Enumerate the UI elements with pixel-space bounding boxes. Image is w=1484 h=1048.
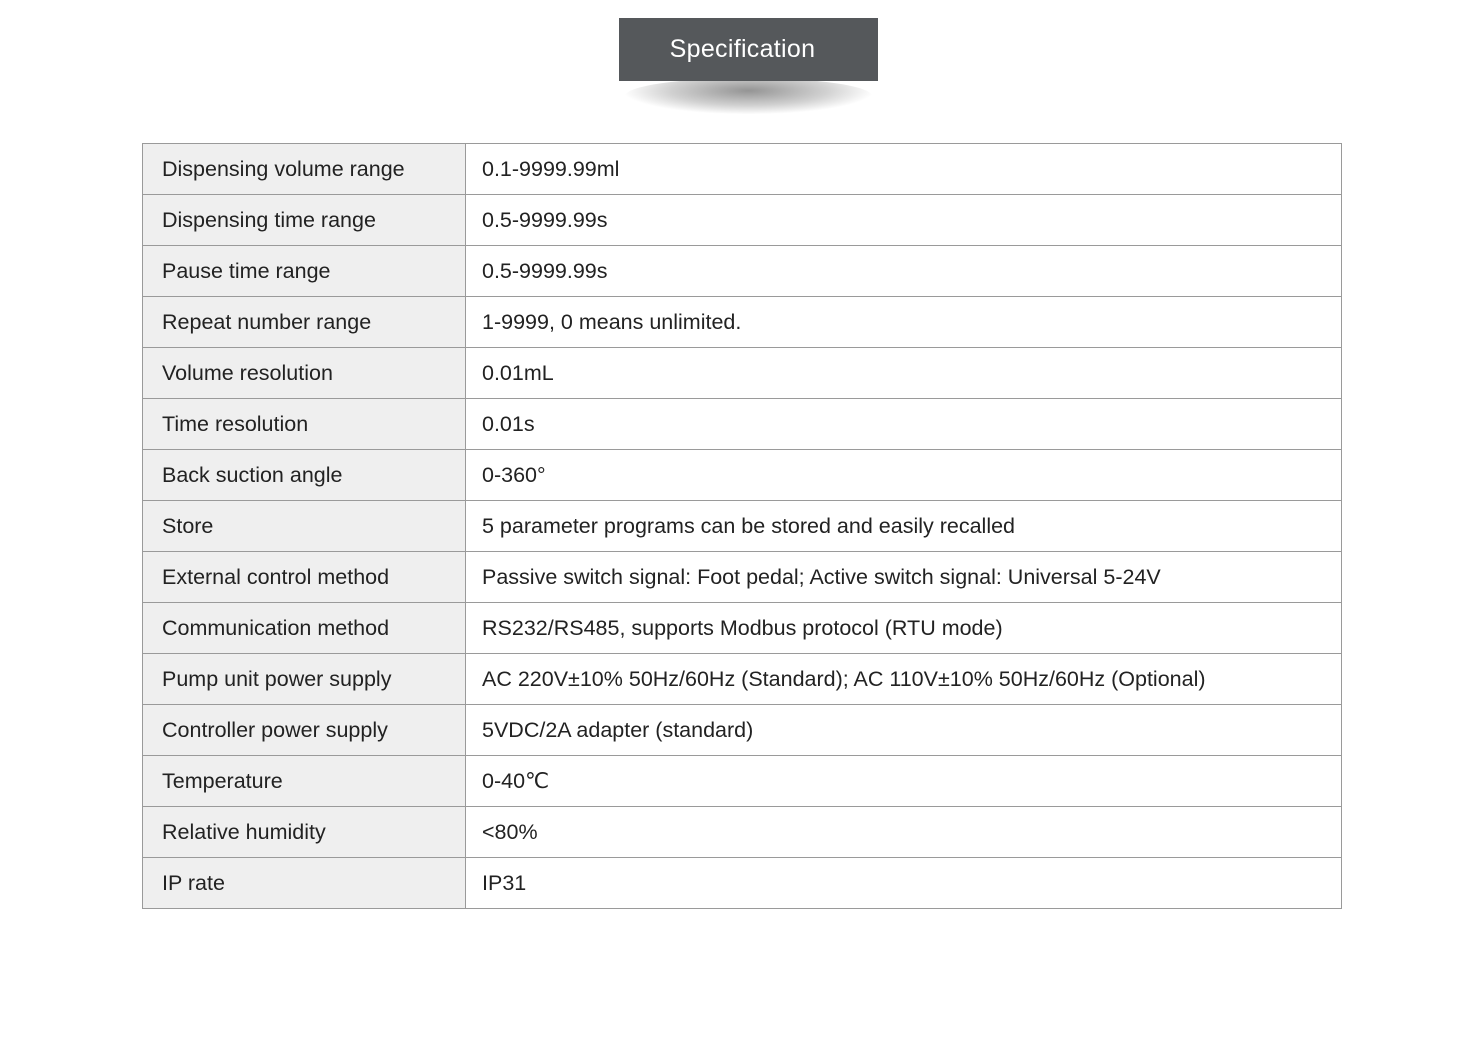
table-row	[143, 654, 1342, 705]
spec-value: IP31	[466, 858, 1342, 909]
table-row	[143, 552, 1342, 603]
table-row	[143, 705, 1342, 756]
table-row	[143, 756, 1342, 807]
specification-table	[142, 143, 1342, 909]
spec-value: 5 parameter programs can be stored and easily recalled	[466, 501, 1342, 552]
section-header	[619, 18, 878, 100]
section-banner	[619, 18, 878, 81]
section-title: Specification	[669, 35, 816, 63]
spec-label: Back suction angle	[143, 450, 466, 501]
spec-value: 0.01s	[466, 399, 1342, 450]
spec-label: Pump unit power supply	[143, 654, 466, 705]
spec-label: Dispensing volume range	[143, 144, 466, 195]
spec-label: Volume resolution	[143, 348, 466, 399]
banner-shadow	[625, 78, 872, 114]
table-row	[143, 450, 1342, 501]
spec-value: RS232/RS485, supports Modbus protocol (RTU mode)	[466, 603, 1342, 654]
specification-table-body	[143, 144, 1342, 909]
spec-value: 0-40℃	[466, 756, 1342, 807]
spec-label: Dispensing time range	[143, 195, 466, 246]
spec-value: 0.5-9999.99s	[466, 195, 1342, 246]
spec-value: 1-9999, 0 means unlimited.	[466, 297, 1342, 348]
spec-value: 0.01mL	[466, 348, 1342, 399]
spec-label: Repeat number range	[143, 297, 466, 348]
spec-value: <80%	[466, 807, 1342, 858]
table-row	[143, 807, 1342, 858]
table-row	[143, 603, 1342, 654]
spec-label: Communication method	[143, 603, 466, 654]
table-row	[143, 195, 1342, 246]
spec-label: Relative humidity	[143, 807, 466, 858]
table-row	[143, 348, 1342, 399]
table-row	[143, 297, 1342, 348]
spec-value: 0.1-9999.99ml	[466, 144, 1342, 195]
spec-label: Time resolution	[143, 399, 466, 450]
spec-value: 0.5-9999.99s	[466, 246, 1342, 297]
spec-label: External control method	[143, 552, 466, 603]
spec-label: IP rate	[143, 858, 466, 909]
table-row	[143, 399, 1342, 450]
table-row	[143, 858, 1342, 909]
table-row	[143, 501, 1342, 552]
table-row	[143, 246, 1342, 297]
spec-label: Controller power supply	[143, 705, 466, 756]
spec-value: AC 220V±10% 50Hz/60Hz (Standard); AC 110V±10% 50Hz/60Hz (Optional)	[466, 654, 1342, 705]
spec-label: Pause time range	[143, 246, 466, 297]
spec-label: Temperature	[143, 756, 466, 807]
spec-value: 0-360°	[466, 450, 1342, 501]
spec-value: 5VDC/2A adapter (standard)	[466, 705, 1342, 756]
spec-value: Passive switch signal: Foot pedal; Active switch signal: Universal 5-24V	[466, 552, 1342, 603]
table-row	[143, 144, 1342, 195]
spec-label: Store	[143, 501, 466, 552]
